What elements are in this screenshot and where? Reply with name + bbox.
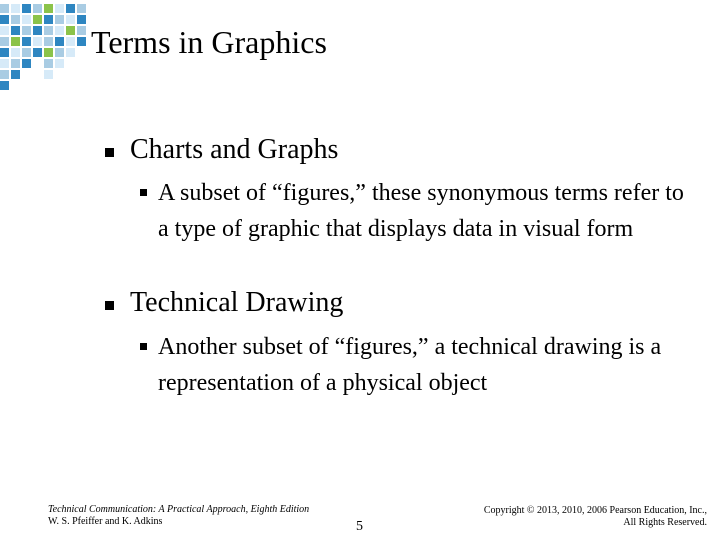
decorative-grid-logo [0,0,90,100]
grid-square [77,15,86,24]
grid-square [44,26,53,35]
grid-square [33,4,42,13]
bullet-technical-drawing: Technical Drawing [130,287,344,318]
footer-copyright [484,505,707,529]
bullet-charts-and-graphs: Charts and Graphs [130,134,339,165]
grid-square [77,4,86,13]
grid-square [22,37,31,46]
grid-square [44,4,53,13]
grid-square [66,15,75,24]
grid-square [0,81,9,90]
grid-square [33,48,42,57]
grid-square [55,37,64,46]
grid-square [0,59,9,68]
grid-square [11,70,20,79]
footer-book-title: Technical Communication: A Practical Approach, Eighth Edition [48,504,310,515]
copyright-line-2: All Rights Reserved. [623,517,707,528]
grid-square [0,4,9,13]
grid-square [11,59,20,68]
grid-square [11,4,20,13]
grid-square [22,26,31,35]
sub-bullet-drawing-description: Another subset of “figures,” a technical drawing is a representation of a physical object [158,334,662,396]
grid-square [0,70,9,79]
grid-square [22,4,31,13]
grid-square [22,48,31,57]
page-number: 5 [356,519,363,534]
grid-square [22,59,31,68]
copyright-line-1: Copyright © 2013, 2010, 2006 Pearson Education, Inc., [483,505,707,516]
grid-square [55,59,64,68]
grid-square [66,4,75,13]
sub-bullet-square-icon [140,343,147,350]
grid-square [11,37,20,46]
grid-square [77,26,86,35]
grid-square [44,70,53,79]
grid-square [11,26,20,35]
grid-square [44,15,53,24]
grid-square [77,37,86,46]
grid-square [44,48,53,57]
grid-square [55,15,64,24]
footer-authors: W. S. Pfeiffer and K. Adkins [48,516,163,527]
grid-square [22,15,31,24]
grid-square [66,48,75,57]
grid-square [11,48,20,57]
sub-bullet-square-icon [140,189,147,196]
grid-square [11,15,20,24]
grid-square [44,37,53,46]
bullet-square-icon [105,148,114,157]
footer-citation [48,504,309,528]
grid-square [0,48,9,57]
grid-square [33,26,42,35]
grid-square [55,48,64,57]
grid-square [33,37,42,46]
grid-square [55,26,64,35]
grid-square [0,37,9,46]
grid-square [66,26,75,35]
grid-square [33,15,42,24]
grid-square [0,15,9,24]
sub-bullet-charts-description: A subset of “figures,” these synonymous terms refer to a type of graphic that displays data in visual form [158,180,684,242]
grid-square [44,59,53,68]
grid-square [0,26,9,35]
slide-title: Terms in Graphics [91,24,327,60]
bullet-square-icon [105,301,114,310]
grid-square [66,37,75,46]
grid-square [55,4,64,13]
